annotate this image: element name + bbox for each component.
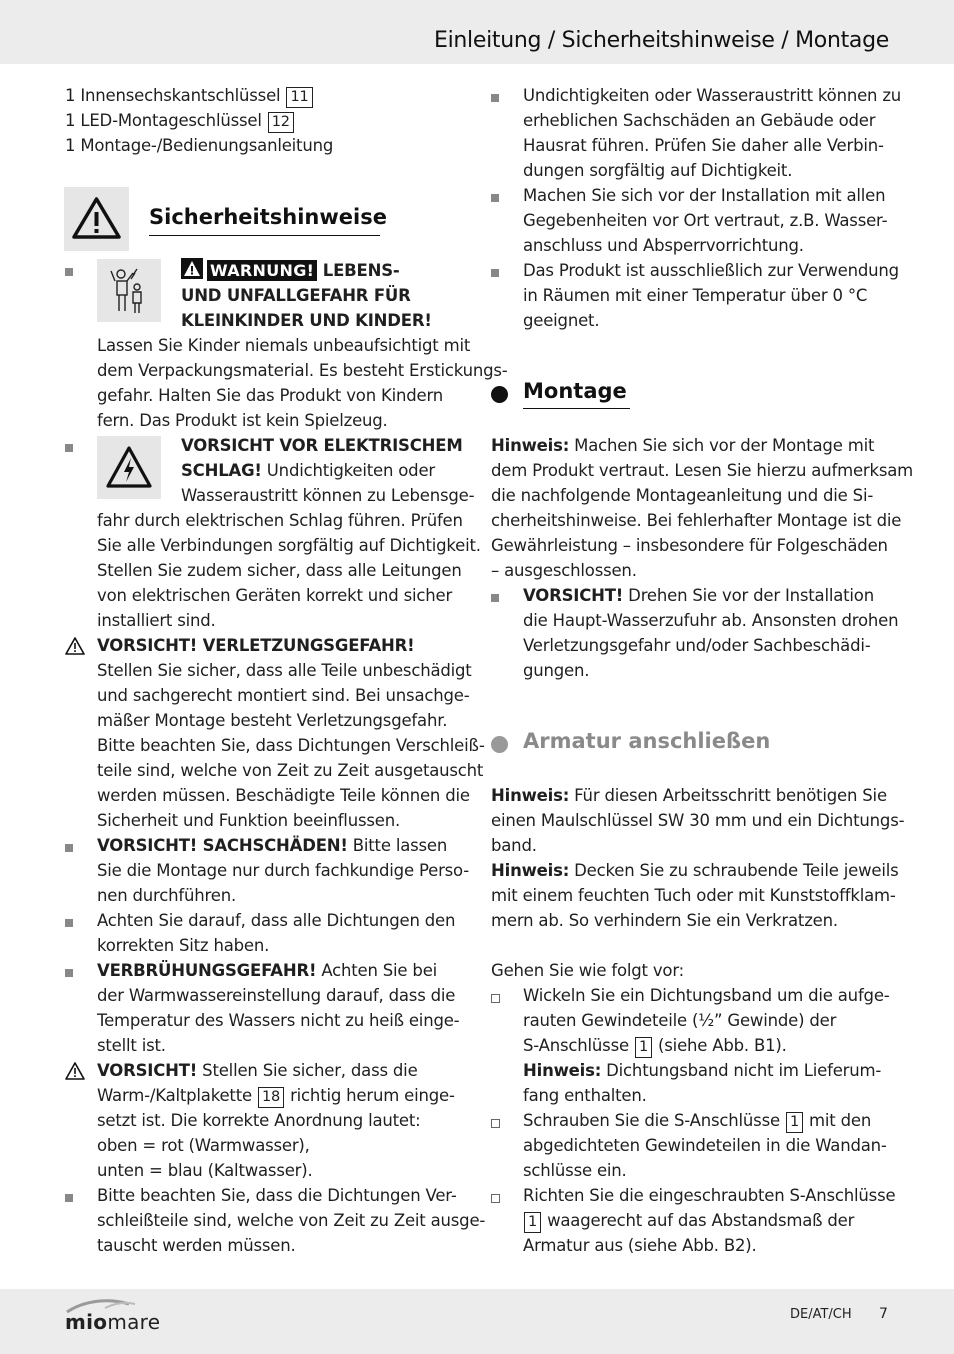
body-line: gungen. (523, 661, 590, 680)
caution-line: VORSICHT! Drehen Sie vor der Installation (523, 586, 874, 605)
footer-locale: DE/AT/CH (790, 1307, 852, 1322)
bullet (65, 919, 73, 927)
bullet (491, 94, 499, 102)
warning-title: KLEINKINDER UND KINDER! (181, 311, 432, 330)
body-line: Bitte beachten Sie, dass Dichtungen Verschleiß- (97, 736, 485, 755)
bullet (65, 268, 73, 276)
body-line: unten = blau (Kaltwasser). (97, 1161, 313, 1180)
warning-triangle-icon (64, 187, 129, 251)
body-line: oben = rot (Warmwasser), (97, 1136, 310, 1155)
electric-title: VORSICHT VOR ELEKTRISCHEM (181, 436, 463, 455)
damage-line: VORSICHT! SACHSCHÄDEN! Bitte lassen (97, 836, 448, 855)
body-line: installiert sind. (97, 611, 216, 630)
caution-icon (64, 636, 86, 660)
body-line: S-Anschlüsse 1 (siehe Abb. B1). (523, 1033, 787, 1058)
body-line: Armatur aus (siehe Abb. B2). (523, 1236, 757, 1255)
section-dot-icon (491, 736, 508, 753)
body-line: von elektrischen Geräten korrekt und sicher (97, 586, 453, 605)
body-line: Gehen Sie wie folgt vor: (491, 961, 684, 980)
bullet (491, 269, 499, 277)
body-line: Schrauben Sie die S-Anschlüsse 1 mit den (523, 1108, 871, 1133)
step-checkbox (491, 994, 500, 1003)
heading-underline (149, 235, 380, 236)
body-line: Stellen Sie zudem sicher, dass alle Leitungen (97, 561, 462, 580)
body-line: Sicherheit und Funktion beeinflussen. (97, 811, 400, 830)
section-heading-montage: Montage (523, 379, 627, 403)
body-line: tauscht werden müssen. (97, 1236, 296, 1255)
section-heading-armatur: Armatur anschließen (523, 729, 771, 753)
heading-underline (523, 408, 630, 409)
body-line: Sie alle Verbindungen sorgfältig auf Dichtigkeit. (97, 536, 481, 555)
contents-item: 1 LED-Montageschlüssel 12 (65, 108, 295, 133)
body-line: – ausgeschlossen. (491, 561, 637, 580)
note-line: Hinweis: Machen Sie sich vor der Montage mit (491, 436, 875, 455)
contents-item: 1 Montage-/Bedienungsanleitung (65, 136, 334, 155)
body-line: dungen sorgfältig auf Dichtigkeit. (523, 161, 793, 180)
child-hazard-icon (97, 259, 161, 322)
note-line: Hinweis: Dichtungsband nicht im Lieferum- (523, 1061, 882, 1080)
bullet (65, 844, 73, 852)
body-line: geeignet. (523, 311, 600, 330)
body-line: Bitte beachten Sie, dass die Dichtungen Ver- (97, 1186, 457, 1205)
body-line: die Haupt-Wasserzufuhr ab. Ansonsten drohen (523, 611, 899, 630)
body-line: Gegebenheiten vor Ort vertraut, z.B. Wasser- (523, 211, 888, 230)
body-line: korrekten Sitz haben. (97, 936, 270, 955)
miomare-logo: miomare (65, 1296, 165, 1336)
body-line: dem Verpackungsmaterial. Es besteht Erstickungs- (97, 361, 508, 380)
page-number: 7 (879, 1306, 888, 1322)
body-line: fahr durch elektrischen Schlag führen. Prüfen (97, 511, 463, 530)
bullet (65, 444, 73, 452)
caution-icon (64, 1061, 86, 1085)
body-line: Lassen Sie Kinder niemals unbeaufsichtigt mit (97, 336, 471, 355)
section-heading-safety: Sicherheitshinweise (149, 205, 387, 229)
warning-badge: WARNUNG! (207, 260, 317, 281)
warning-title: WARNUNG! LEBENS- (181, 258, 400, 283)
section-dot-icon (491, 386, 508, 403)
body-line: fern. Das Produkt ist kein Spielzeug. (97, 411, 388, 430)
electric-title: SCHLAG! Undichtigkeiten oder (181, 461, 435, 480)
body-line: 1 waagerecht auf das Abstandsmaß der (523, 1208, 854, 1233)
note-line: Hinweis: Decken Sie zu schraubende Teile jeweils (491, 861, 899, 880)
bullet (65, 1194, 73, 1202)
body-line: Achten Sie darauf, dass alle Dichtungen den (97, 911, 456, 930)
body-line: Gewährleistung – insbesondere für Folgeschäden (491, 536, 888, 555)
body-line: fang enthalten. (523, 1086, 647, 1105)
body-line: teile sind, welche von Zeit zu Zeit ausgetauscht (97, 761, 484, 780)
body-line: Richten Sie die eingeschraubten S-Anschlüsse (523, 1186, 896, 1205)
body-line: in Räumen mit einer Temperatur über 0 °C (523, 286, 868, 305)
body-line: der Warmwassereinstellung darauf, dass die (97, 986, 456, 1005)
body-line: mit einem feuchten Tuch oder mit Kunststoffklam- (491, 886, 896, 905)
body-line: band. (491, 836, 537, 855)
electric-shock-icon (97, 436, 161, 499)
body-line: werden müssen. Beschädigte Teile können die (97, 786, 470, 805)
body-line: Stellen Sie sicher, dass alle Teile unbeschädigt (97, 661, 472, 680)
note-line: Hinweis: Für diesen Arbeitsschritt benötigen Sie (491, 786, 887, 805)
body-line: Wickeln Sie ein Dichtungsband um die aufge- (523, 986, 890, 1005)
page-header (0, 0, 954, 64)
body-line: Temperatur des Wassers nicht zu heiß einge- (97, 1011, 460, 1030)
caution-line: Warm-/Kaltplakette 18 richtig herum einge- (97, 1083, 455, 1108)
body-line: nen durchführen. (97, 886, 236, 905)
body-line: Sie die Montage nur durch fachkundige Perso- (97, 861, 470, 880)
warning-sign-icon (181, 258, 203, 279)
body-line: Verletzungsgefahr und/oder Sachbeschädi- (523, 636, 871, 655)
body-line: und sachgerecht montiert sind. Bei unsachge- (97, 686, 470, 705)
body-line: Machen Sie sich vor der Installation mit allen (523, 186, 886, 205)
body-line: dem Produkt vertraut. Lesen Sie hierzu aufmerksam (491, 461, 914, 480)
body-line: mern ab. So verhindern Sie ein Verkratzen. (491, 911, 838, 930)
injury-title: VORSICHT! VERLETZUNGSGEFAHR! (97, 636, 415, 655)
body-line: abgedichteten Gewindeteilen in die Wandan- (523, 1136, 887, 1155)
body-line: schleißteile sind, welche von Zeit zu Zeit ausge- (97, 1211, 486, 1230)
body-line: Das Produkt ist ausschließlich zur Verwendung (523, 261, 899, 280)
page-title: Einleitung / Sicherheitshinweise / Montage (433, 28, 889, 53)
body-line: rauten Gewindeteile (½” Gewinde) der (523, 1011, 837, 1030)
body-line: einen Maulschlüssel SW 30 mm und ein Dichtungs- (491, 811, 905, 830)
scald-line: VERBRÜHUNGSGEFAHR! Achten Sie bei (97, 961, 438, 980)
bullet (491, 194, 499, 202)
body-line: gefahr. Halten Sie das Produkt von Kindern (97, 386, 444, 405)
body-line: die nachfolgende Montageanleitung und die Si- (491, 486, 874, 505)
body-line: erheblichen Sachschäden an Gebäude oder (523, 111, 876, 130)
body-line: stellt ist. (97, 1036, 166, 1055)
warning-title: UND UNFALLGEFAHR FÜR (181, 286, 411, 305)
body-line: mäßer Montage besteht Verletzungsgefahr. (97, 711, 448, 730)
body-line: cherheitshinweise. Bei fehlerhafter Montage ist die (491, 511, 902, 530)
body-line: Undichtigkeiten oder Wasseraustritt können zu (523, 86, 902, 105)
body-line: anschluss und Absperrvorrichtung. (523, 236, 804, 255)
body-line: schlüsse ein. (523, 1161, 627, 1180)
caution-line: VORSICHT! Stellen Sie sicher, dass die (97, 1061, 418, 1080)
bullet (491, 594, 499, 602)
body-line: Hausrat führen. Prüfen Sie daher alle Verbin- (523, 136, 884, 155)
bullet (65, 969, 73, 977)
body-line: setzt ist. Die korrekte Anordnung lautet: (97, 1111, 421, 1130)
step-checkbox (491, 1119, 500, 1128)
contents-item: 1 Innensechskantschlüssel 11 (65, 83, 314, 108)
body-line: Wasseraustritt können zu Lebensge- (181, 486, 475, 505)
step-checkbox (491, 1194, 500, 1203)
